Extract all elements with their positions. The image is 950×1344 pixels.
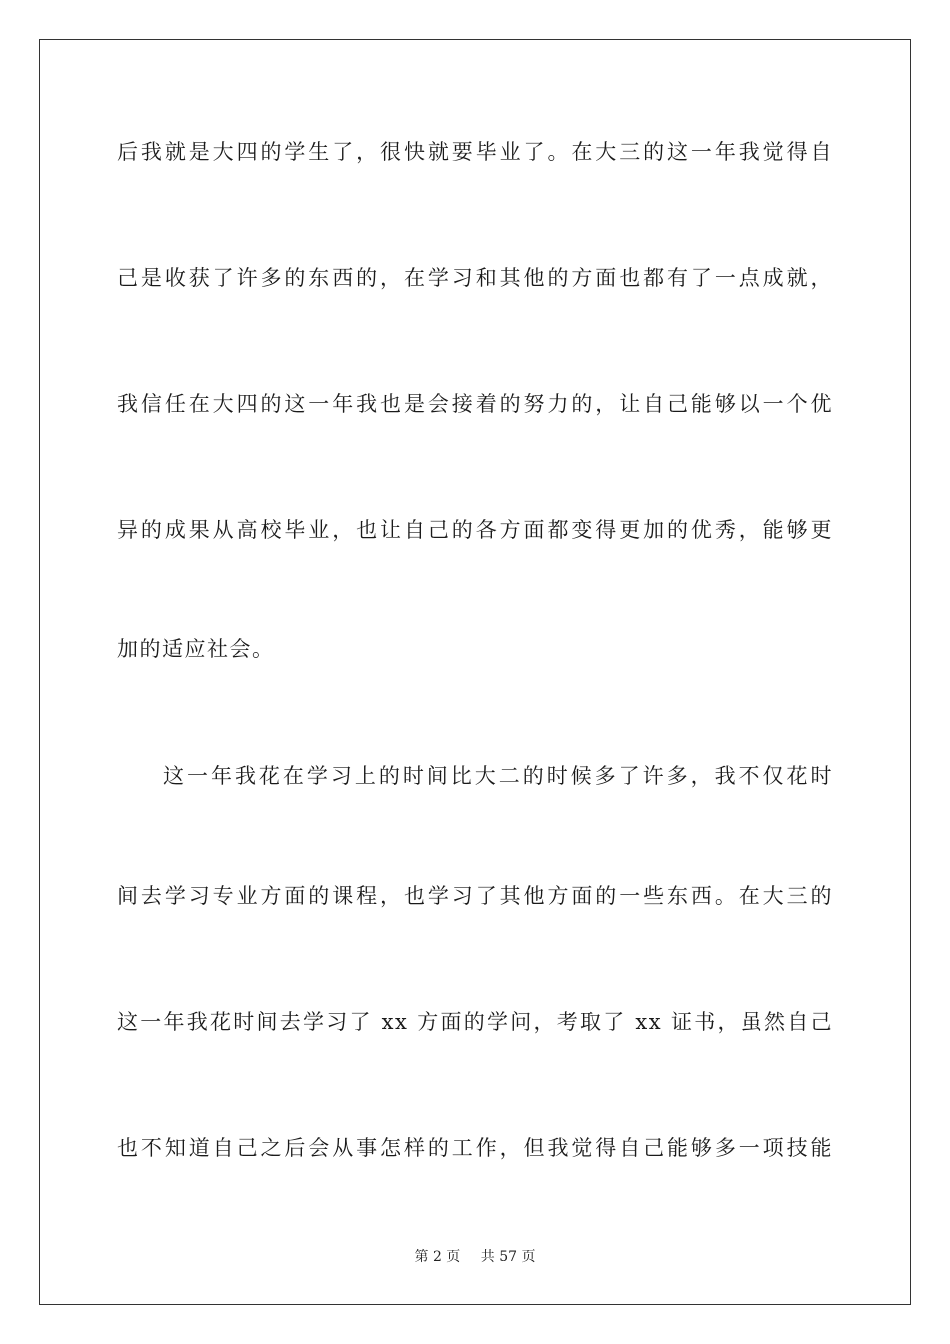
page-border bbox=[39, 39, 911, 1305]
text-line-8: 这一年我花时间去学习了 xx 方面的学问，考取了 xx 证书，虽然自己 bbox=[117, 1010, 833, 1034]
text-line-9: 也不知道自己之后会从事怎样的工作，但我觉得自己能够多一项技能 bbox=[117, 1136, 833, 1160]
text-line-2: 己是收获了许多的东西的，在学习和其他的方面也都有了一点成就， bbox=[117, 266, 833, 290]
page-total: 共 57 页 bbox=[480, 1249, 536, 1265]
text-line-7: 间去学习专业方面的课程，也学习了其他方面的一些东西。在大三的 bbox=[117, 884, 833, 908]
text-line-1: 后我就是大四的学生了，很快就要毕业了。在大三的这一年我觉得自 bbox=[117, 140, 833, 164]
text-line-4: 异的成果从高校毕业，也让自己的各方面都变得更加的优秀，能够更 bbox=[117, 518, 833, 542]
page-number: 第 2 页 bbox=[414, 1249, 461, 1265]
text-line-5: 加的适应社会。 bbox=[117, 637, 275, 661]
text-line-3: 我信任在大四的这一年我也是会接着的努力的，让自己能够以一个优 bbox=[117, 392, 833, 416]
page-footer bbox=[0, 1248, 950, 1266]
paragraph-start-line: 这一年我花在学习上的时间比大二的时候多了许多，我不仅花时 bbox=[163, 764, 833, 788]
